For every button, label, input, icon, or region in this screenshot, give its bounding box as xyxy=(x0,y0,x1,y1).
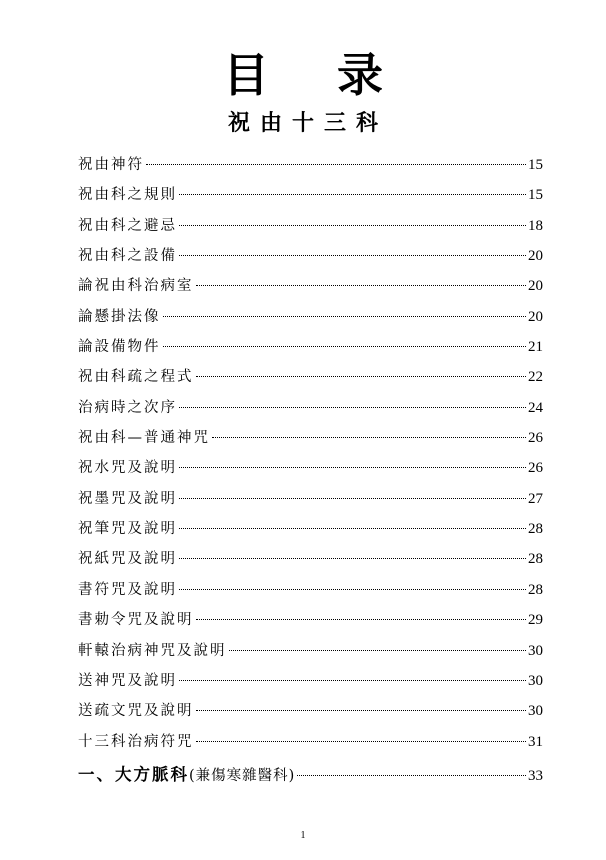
toc-entry[interactable] xyxy=(78,696,543,726)
dot-leader xyxy=(196,376,527,377)
toc-entry-page: 29 xyxy=(528,612,543,629)
toc-entry-title: 論祝由科治病室 xyxy=(78,278,194,295)
table-of-contents xyxy=(78,150,543,791)
toc-entry[interactable] xyxy=(78,271,543,301)
toc-entry[interactable] xyxy=(78,241,543,271)
toc-entry[interactable] xyxy=(78,393,543,423)
dot-leader xyxy=(163,346,527,347)
footer-page-number: 1 xyxy=(300,830,306,841)
dot-leader xyxy=(179,407,526,408)
toc-entry[interactable] xyxy=(78,666,543,696)
dot-leader xyxy=(179,680,526,681)
dot-leader xyxy=(196,619,527,620)
toc-entry-page: 21 xyxy=(528,339,543,356)
toc-entry-title: 祝由科之設備 xyxy=(78,248,177,265)
toc-entry-title: 送疏文咒及說明 xyxy=(78,703,194,720)
toc-entry-page: 15 xyxy=(528,187,543,204)
toc-entry-title: 送神咒及說明 xyxy=(78,672,177,689)
toc-entry-major[interactable] xyxy=(78,759,543,791)
toc-entry-title: 論設備物件 xyxy=(78,339,161,356)
toc-entry-page: 20 xyxy=(528,248,543,265)
dot-leader xyxy=(212,437,526,438)
toc-entry-title: 書勅令咒及說明 xyxy=(78,612,194,629)
toc-entry-page: 15 xyxy=(528,157,543,173)
toc-entry-page: 22 xyxy=(528,369,543,386)
toc-entry-title: 祝墨咒及說明 xyxy=(78,490,177,507)
dot-leader xyxy=(297,775,526,776)
toc-entry-page: 30 xyxy=(528,703,543,720)
toc-major-entry-title xyxy=(78,759,295,792)
toc-entry-page: 27 xyxy=(528,490,543,507)
toc-entry-page: 20 xyxy=(528,308,543,325)
toc-major-entry-heading: 一、大方脈科 xyxy=(78,764,189,784)
toc-entry-page: 28 xyxy=(528,521,543,538)
toc-entry-page: 28 xyxy=(528,581,543,598)
dot-leader xyxy=(196,710,527,711)
dot-leader xyxy=(196,741,527,742)
toc-entry-page: 26 xyxy=(528,460,543,477)
toc-entry-page: 24 xyxy=(528,399,543,416)
toc-entry-title: 論懸掛法像 xyxy=(78,308,161,325)
toc-entry-title: 十三科治病符咒 xyxy=(78,733,194,750)
toc-entry-page: 26 xyxy=(528,430,543,447)
toc-entry-title: 祝由科疏之程式 xyxy=(78,369,194,386)
section-subtitle: 祝由十三科 xyxy=(227,110,388,136)
toc-entry-title: 祝由科之規則 xyxy=(78,187,177,204)
dot-leader xyxy=(229,650,527,651)
toc-entry-page: 31 xyxy=(528,733,543,750)
toc-entry[interactable] xyxy=(78,544,543,574)
dot-leader xyxy=(146,164,526,165)
toc-major-entry-subtitle: (兼傷寒雜醫科) xyxy=(189,767,296,784)
toc-entry-page: 33 xyxy=(528,767,543,784)
toc-entry-title: 軒轅治病神咒及說明 xyxy=(78,642,227,659)
page-title: 目 录 xyxy=(222,48,409,102)
toc-entry[interactable] xyxy=(78,362,543,392)
toc-entry-title: 祝紙咒及說明 xyxy=(78,551,177,568)
toc-entry-title: 治病時之次序 xyxy=(78,399,177,416)
toc-entry[interactable] xyxy=(78,575,543,605)
toc-entry[interactable] xyxy=(78,211,543,241)
dot-leader xyxy=(196,285,527,286)
toc-entry-page: 30 xyxy=(528,642,543,659)
dot-leader xyxy=(179,558,526,559)
dot-leader xyxy=(163,316,527,317)
toc-entry-page: 28 xyxy=(528,551,543,568)
toc-entry[interactable] xyxy=(78,514,543,544)
toc-entry[interactable] xyxy=(78,636,543,666)
toc-entry-title: 祝筆咒及說明 xyxy=(78,521,177,538)
toc-entry[interactable] xyxy=(78,727,543,757)
dot-leader xyxy=(179,589,526,590)
toc-entry-page: 18 xyxy=(528,217,543,234)
dot-leader xyxy=(179,225,526,226)
toc-entry[interactable] xyxy=(78,332,543,362)
toc-entry[interactable] xyxy=(78,180,543,210)
dot-leader xyxy=(179,528,526,529)
toc-entry-title: 祝由神符 xyxy=(78,157,144,173)
toc-entry[interactable] xyxy=(78,453,543,483)
dot-leader xyxy=(179,194,526,195)
dot-leader xyxy=(179,498,526,499)
toc-entry-title: 祝由科—普通神咒 xyxy=(78,430,210,447)
toc-entry[interactable] xyxy=(78,605,543,635)
dot-leader xyxy=(179,467,526,468)
dot-leader xyxy=(179,255,526,256)
toc-entry[interactable] xyxy=(78,484,543,514)
toc-entry-title: 祝由科之避忌 xyxy=(78,217,177,234)
toc-entry[interactable] xyxy=(78,302,543,332)
toc-entry[interactable] xyxy=(78,423,543,453)
toc-entry-page: 20 xyxy=(528,278,543,295)
toc-entry-title: 書符咒及說明 xyxy=(78,581,177,598)
toc-entry[interactable] xyxy=(78,150,543,180)
toc-entry-title: 祝水咒及說明 xyxy=(78,460,177,477)
toc-entry-page: 30 xyxy=(528,672,543,689)
